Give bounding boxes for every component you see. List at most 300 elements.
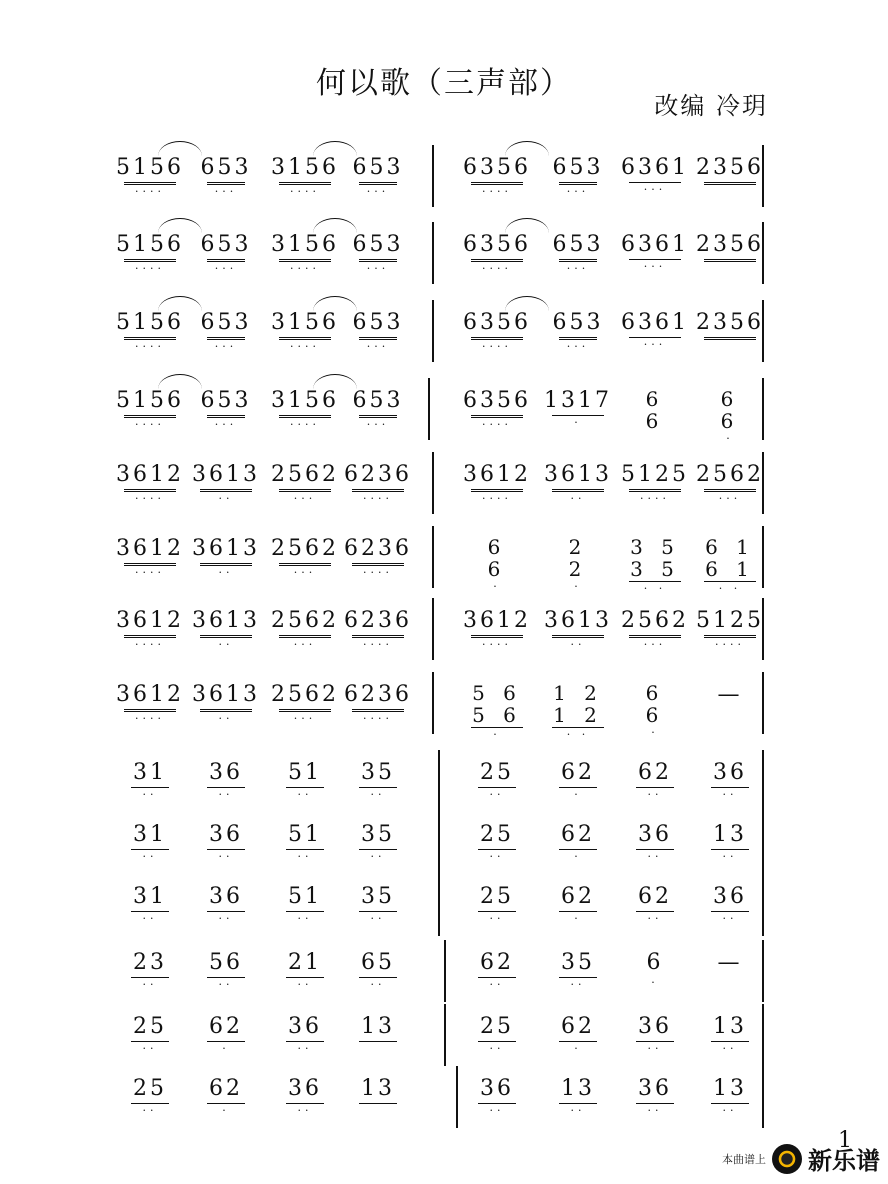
note-group	[708, 1076, 752, 1116]
octave-dots: ··	[297, 850, 313, 863]
octave-dots: ····	[640, 492, 670, 505]
note-group	[701, 536, 759, 594]
octave-dots: ··	[297, 1042, 313, 1055]
note-group	[352, 155, 404, 198]
beam-underline	[207, 259, 245, 260]
note-digits: 5156	[116, 310, 184, 335]
note-digits: 35	[561, 950, 595, 975]
octave-dots: ··	[218, 566, 234, 579]
note-group	[271, 232, 339, 275]
note-digits: 36	[480, 1076, 514, 1101]
beam-underline	[559, 337, 597, 338]
octave-dots: ····	[135, 262, 165, 275]
note-group	[633, 884, 677, 924]
note-group	[356, 1014, 400, 1042]
note-digits: 2356	[696, 155, 764, 180]
note-group	[626, 536, 684, 594]
note-group	[116, 608, 184, 651]
note-digits: 6236	[344, 536, 412, 561]
octave-dots: ···	[366, 262, 390, 275]
note-digits: 2562	[271, 462, 339, 487]
octave-dots: ···	[214, 340, 238, 353]
barline	[428, 378, 430, 440]
note-digits: 6	[645, 409, 665, 433]
octave-dots: ····	[363, 712, 393, 725]
beam-underline	[124, 489, 176, 490]
note-digits: 1 2	[553, 703, 603, 727]
octave-dots: ····	[363, 492, 393, 505]
octave-dots: ··	[297, 978, 313, 991]
beam-underline	[279, 337, 331, 338]
octave-dots: ···	[293, 566, 317, 579]
slur-arc	[505, 141, 549, 156]
note-group	[283, 1076, 327, 1116]
note-digits: 65	[361, 950, 395, 975]
barline	[762, 1004, 764, 1066]
note-group	[463, 462, 531, 505]
note-group	[633, 1076, 677, 1116]
note-digits: 653	[200, 388, 252, 413]
note-digits: 31	[133, 760, 167, 785]
slur-arc	[158, 296, 202, 311]
octave-dots: · ·	[718, 582, 742, 595]
note-group	[475, 1076, 519, 1116]
octave-dots: ··	[647, 1104, 663, 1117]
note-group	[352, 388, 404, 431]
barline	[438, 812, 440, 874]
note-digits: 6 1	[705, 535, 755, 559]
note-group	[204, 1076, 248, 1116]
barline	[438, 874, 440, 936]
octave-dots: ····	[482, 185, 512, 198]
note-group	[116, 388, 184, 431]
note-digits: 6	[487, 535, 507, 559]
beam-underline	[704, 184, 756, 185]
note-digits: —	[717, 682, 743, 707]
beam-underline	[359, 337, 397, 338]
octave-dots: ··	[142, 978, 158, 991]
octave-dots: ··	[370, 788, 386, 801]
note-digits: 653	[200, 232, 252, 257]
note-group	[633, 388, 677, 432]
note-group	[271, 608, 339, 651]
note-digits: 62	[561, 1014, 595, 1039]
note-group	[696, 310, 764, 340]
note-group	[544, 462, 612, 505]
octave-dots: ··	[370, 978, 386, 991]
note-group	[468, 682, 526, 740]
note-group	[192, 608, 260, 651]
note-group	[708, 388, 752, 444]
octave-dots: ····	[290, 185, 320, 198]
note-digits: 51	[288, 760, 322, 785]
barline	[432, 145, 434, 207]
note-digits: 5 6	[472, 703, 522, 727]
note-group	[200, 232, 252, 275]
beam-underline	[200, 709, 252, 710]
slur-arc	[313, 296, 357, 311]
octave-dots: ··	[218, 788, 234, 801]
note-digits: 62	[561, 760, 595, 785]
barline	[438, 750, 440, 812]
note-digits: 3613	[192, 462, 260, 487]
note-group	[708, 950, 752, 976]
note-group	[552, 310, 604, 353]
note-digits: 5156	[116, 388, 184, 413]
note-group	[283, 760, 327, 800]
octave-dots: · ·	[566, 728, 590, 741]
note-group	[475, 822, 519, 862]
beam-underline	[279, 415, 331, 416]
note-group	[463, 232, 531, 275]
beam-underline	[279, 635, 331, 636]
octave-dots: ····	[135, 712, 165, 725]
note-digits: 6236	[344, 462, 412, 487]
note-digits: 35	[361, 884, 395, 909]
octave-dots: ··	[722, 788, 738, 801]
note-group	[271, 310, 339, 353]
note-group	[475, 950, 519, 990]
note-group	[708, 1014, 752, 1054]
octave-dots: ·	[574, 580, 582, 593]
note-digits: 36	[638, 1076, 672, 1101]
note-group	[128, 1076, 172, 1116]
note-group	[271, 536, 339, 579]
slur-arc	[158, 218, 202, 233]
note-digits: 31	[133, 884, 167, 909]
note-group	[116, 232, 184, 275]
note-digits: 6356	[463, 232, 531, 257]
note-group	[344, 462, 412, 505]
slur-arc	[505, 218, 549, 233]
beam-underline	[124, 259, 176, 260]
octave-dots: ··	[142, 1104, 158, 1117]
octave-dots: ···	[566, 340, 590, 353]
beam-underline	[704, 489, 756, 490]
note-digits: 13	[361, 1076, 395, 1101]
note-digits: 2	[568, 535, 588, 559]
note-group	[556, 884, 600, 924]
note-digits: 5125	[696, 608, 764, 633]
note-group	[128, 950, 172, 990]
octave-dots: ···	[366, 340, 390, 353]
note-group	[116, 462, 184, 505]
barline	[762, 750, 764, 812]
beam-underline	[359, 1041, 397, 1042]
note-group	[356, 1076, 400, 1104]
note-digits: 3612	[463, 608, 531, 633]
octave-dots: ··	[489, 1042, 505, 1055]
octave-dots: ···	[293, 492, 317, 505]
note-digits: 653	[352, 155, 404, 180]
slur-arc	[313, 218, 357, 233]
note-group	[463, 310, 531, 353]
octave-dots: ···	[643, 338, 667, 351]
note-digits: 653	[200, 310, 252, 335]
note-digits: 36	[288, 1014, 322, 1039]
barline	[762, 874, 764, 936]
note-digits: 3612	[116, 462, 184, 487]
note-digits: 3 5	[630, 557, 680, 581]
octave-dots: ··	[218, 712, 234, 725]
note-digits: 6236	[344, 608, 412, 633]
note-group	[128, 822, 172, 862]
note-group	[708, 760, 752, 800]
page-number: 1	[838, 1128, 852, 1153]
note-digits: 1 2	[553, 681, 603, 705]
octave-dots: ····	[290, 262, 320, 275]
beam-underline	[471, 337, 523, 338]
octave-dots: ···	[643, 638, 667, 651]
beam-underline	[279, 259, 331, 260]
note-digits: 25	[480, 884, 514, 909]
note-group	[116, 155, 184, 198]
octave-dots: ··	[489, 1104, 505, 1117]
octave-dots: ·	[651, 726, 659, 739]
note-digits: 36	[209, 760, 243, 785]
note-digits: 23	[133, 950, 167, 975]
octave-dots: ·	[574, 912, 582, 925]
note-digits: 6	[487, 557, 507, 581]
barline	[456, 1066, 458, 1128]
note-group	[475, 760, 519, 800]
note-digits: 62	[561, 822, 595, 847]
site-logo: 新乐谱	[808, 1147, 880, 1175]
octave-dots: ··	[489, 850, 505, 863]
note-digits: 3613	[192, 608, 260, 633]
note-digits: 25	[480, 822, 514, 847]
barline	[762, 378, 764, 440]
octave-dots: ··	[489, 978, 505, 991]
beam-underline	[279, 709, 331, 710]
note-digits: 3156	[271, 232, 339, 257]
note-group	[271, 462, 339, 505]
note-group	[708, 682, 752, 708]
barline	[762, 1066, 764, 1128]
note-digits: 6	[645, 387, 665, 411]
barline	[762, 526, 764, 588]
beam-underline	[629, 635, 681, 636]
octave-dots: ····	[482, 340, 512, 353]
beam-underline	[704, 182, 756, 183]
octave-dots: ····	[290, 418, 320, 431]
note-group	[552, 155, 604, 198]
footer-label: 本曲谱上	[722, 1153, 766, 1166]
barline	[432, 598, 434, 660]
beam-underline	[552, 489, 604, 490]
note-digits: 31	[133, 822, 167, 847]
note-digits: 6	[645, 703, 665, 727]
note-group	[128, 884, 172, 924]
note-group	[283, 950, 327, 990]
note-digits: 51	[288, 884, 322, 909]
octave-dots: ··	[218, 492, 234, 505]
note-digits: 1317	[544, 388, 612, 413]
note-group	[556, 536, 600, 592]
note-group	[283, 822, 327, 862]
barline	[762, 812, 764, 874]
arranger-credit: 改编 冷玥	[654, 92, 768, 120]
note-group	[633, 950, 677, 988]
barline	[432, 452, 434, 514]
note-digits: 25	[133, 1014, 167, 1039]
note-digits: 36	[209, 822, 243, 847]
note-digits: 62	[638, 884, 672, 909]
octave-dots: ·	[651, 976, 659, 989]
octave-dots: ·	[574, 788, 582, 801]
note-digits: 62	[209, 1014, 243, 1039]
note-group	[192, 462, 260, 505]
note-group	[356, 760, 400, 800]
slur-arc	[158, 141, 202, 156]
note-digits: 6356	[463, 155, 531, 180]
note-digits: 6361	[621, 310, 689, 335]
note-digits: 3613	[544, 462, 612, 487]
octave-dots: ····	[290, 340, 320, 353]
note-group	[204, 822, 248, 862]
note-digits: 3612	[116, 608, 184, 633]
note-group	[116, 682, 184, 725]
beam-underline	[124, 563, 176, 564]
octave-dots: ·	[726, 432, 734, 445]
beam-underline	[471, 259, 523, 260]
note-group	[128, 760, 172, 800]
slur-arc	[505, 296, 549, 311]
record-disc-icon	[772, 1144, 802, 1174]
octave-dots: ··	[142, 912, 158, 925]
beam-underline	[704, 337, 756, 338]
beam-underline	[124, 337, 176, 338]
note-group	[556, 760, 600, 800]
note-digits: 5 6	[472, 681, 522, 705]
octave-dots: ··	[218, 638, 234, 651]
octave-dots: ····	[135, 340, 165, 353]
note-digits: 25	[480, 760, 514, 785]
footer-watermark	[722, 1141, 880, 1176]
note-digits: 5156	[116, 232, 184, 257]
note-digits: —	[717, 950, 743, 975]
note-group	[708, 822, 752, 862]
note-digits: 2562	[696, 462, 764, 487]
octave-dots: ··	[647, 788, 663, 801]
octave-dots: ··	[297, 788, 313, 801]
octave-dots: ···	[214, 262, 238, 275]
barline	[432, 300, 434, 362]
note-group	[556, 822, 600, 862]
note-digits: 653	[552, 310, 604, 335]
octave-dots: ···	[366, 185, 390, 198]
octave-dots: ··	[722, 1104, 738, 1117]
note-digits: 2562	[271, 608, 339, 633]
note-digits: 36	[713, 884, 747, 909]
octave-dots: ·	[222, 1042, 230, 1055]
note-group	[475, 1014, 519, 1054]
beam-underline	[704, 635, 756, 636]
octave-dots: ··	[570, 1104, 586, 1117]
note-digits: 25	[480, 1014, 514, 1039]
beam-underline	[559, 259, 597, 260]
note-digits: 62	[561, 884, 595, 909]
note-group	[356, 884, 400, 924]
note-group	[633, 682, 677, 738]
octave-dots: ····	[363, 566, 393, 579]
octave-dots: ·	[574, 416, 582, 429]
note-digits: 2356	[696, 232, 764, 257]
note-digits: 25	[133, 1076, 167, 1101]
note-digits: 6361	[621, 232, 689, 257]
note-group	[621, 310, 689, 351]
note-group	[556, 1014, 600, 1054]
beam-underline	[200, 635, 252, 636]
note-digits: 2562	[621, 608, 689, 633]
note-digits: 56	[209, 950, 243, 975]
note-group	[633, 1014, 677, 1054]
note-group	[283, 884, 327, 924]
note-group	[544, 388, 612, 429]
note-digits: 3612	[116, 536, 184, 561]
octave-dots: ····	[135, 638, 165, 651]
note-group	[344, 608, 412, 651]
octave-dots: ··	[647, 912, 663, 925]
note-digits: 62	[209, 1076, 243, 1101]
note-digits: 2	[568, 557, 588, 581]
octave-dots: ··	[370, 850, 386, 863]
octave-dots: ····	[135, 418, 165, 431]
beam-underline	[704, 259, 756, 260]
note-group	[621, 608, 689, 651]
octave-dots: ···	[643, 183, 667, 196]
octave-dots: ····	[482, 262, 512, 275]
octave-dots: ···	[366, 418, 390, 431]
note-group	[621, 232, 689, 273]
note-digits: 21	[288, 950, 322, 975]
note-group	[128, 1014, 172, 1054]
note-digits: 6	[646, 950, 664, 975]
beam-underline	[352, 709, 404, 710]
octave-dots: ··	[370, 912, 386, 925]
octave-dots: ····	[715, 638, 745, 651]
note-digits: 35	[361, 822, 395, 847]
note-group	[708, 884, 752, 924]
note-group	[200, 155, 252, 198]
beam-underline	[359, 1103, 397, 1104]
octave-dots: ···	[643, 260, 667, 273]
octave-dots: ··	[570, 978, 586, 991]
note-digits: 3156	[271, 388, 339, 413]
note-group	[116, 536, 184, 579]
beam-underline	[279, 489, 331, 490]
octave-dots: ··	[647, 850, 663, 863]
octave-dots: ····	[482, 418, 512, 431]
note-group	[621, 155, 689, 196]
note-digits: 36	[638, 822, 672, 847]
beam-underline	[200, 563, 252, 564]
octave-dots: ··	[722, 850, 738, 863]
octave-dots: ····	[363, 638, 393, 651]
note-digits: 13	[713, 1076, 747, 1101]
note-group	[204, 884, 248, 924]
beam-underline	[471, 489, 523, 490]
note-group	[352, 232, 404, 275]
note-digits: 3 5	[630, 535, 680, 559]
note-digits: 6356	[463, 310, 531, 335]
note-group	[116, 310, 184, 353]
note-group	[621, 462, 689, 505]
beam-underline	[552, 635, 604, 636]
barline	[432, 672, 434, 734]
note-group	[356, 822, 400, 862]
note-group	[633, 822, 677, 862]
